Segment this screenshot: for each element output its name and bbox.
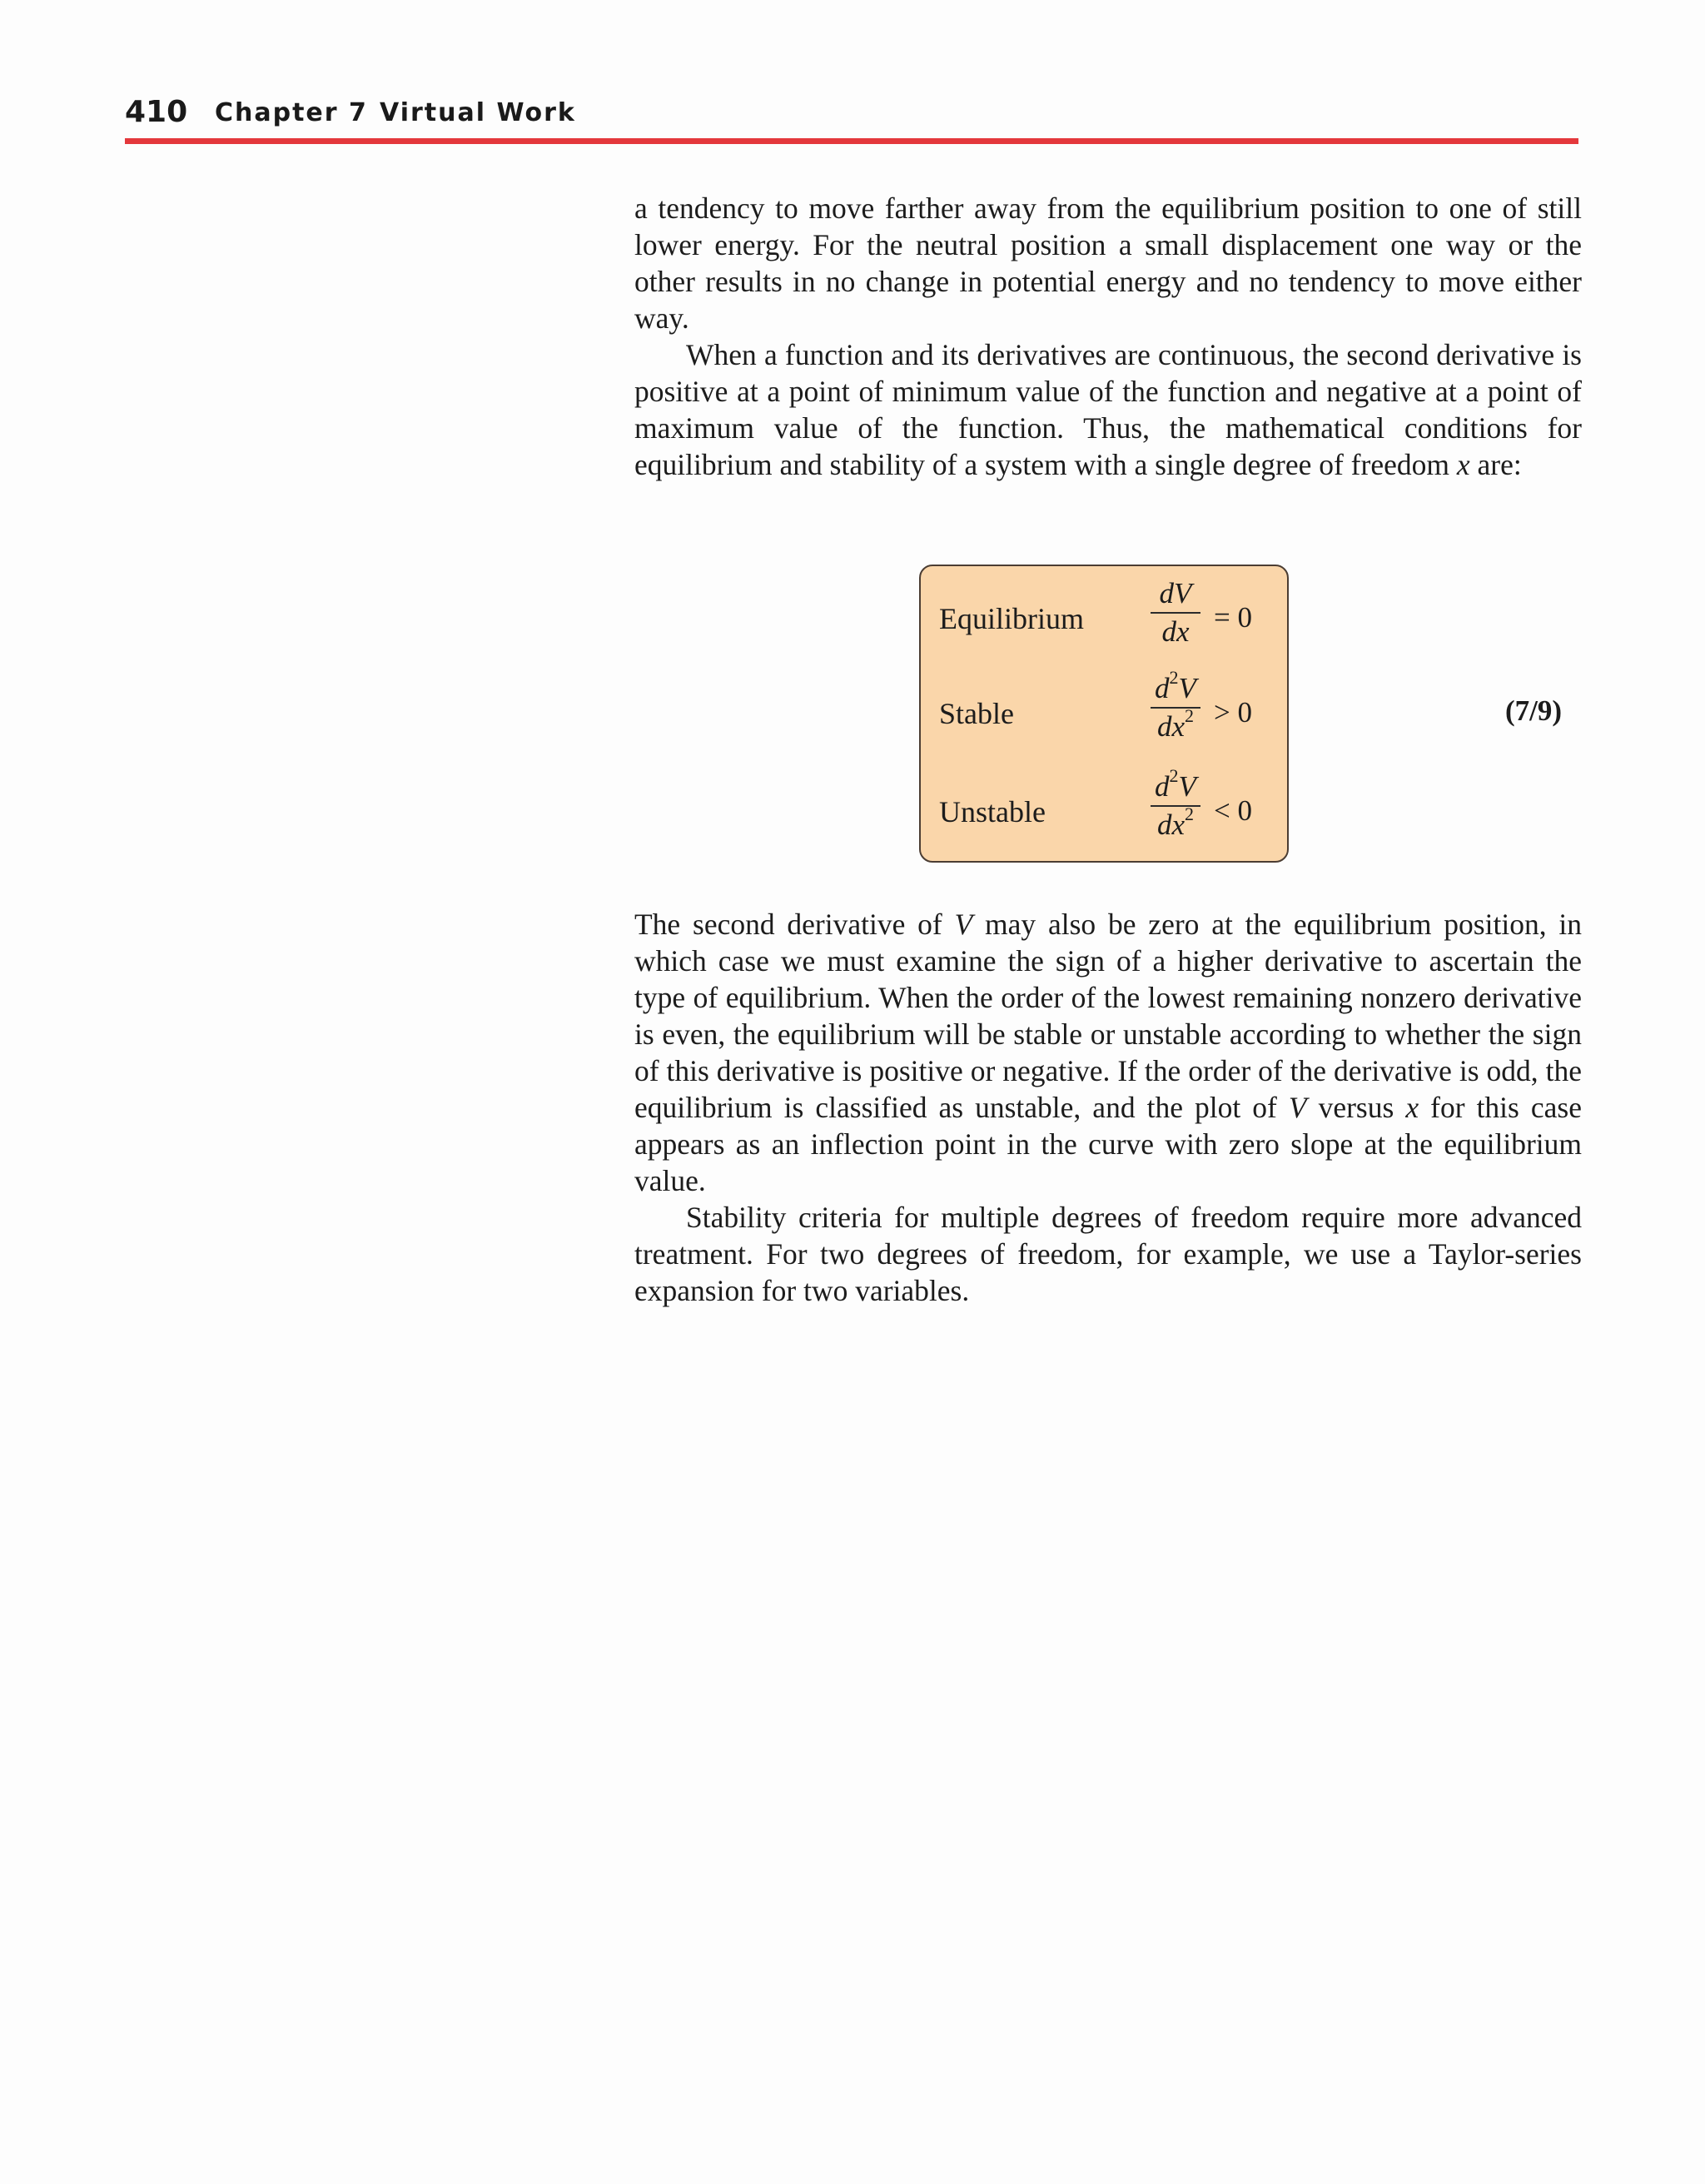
exponent: 2 — [1169, 765, 1179, 787]
paragraph-3-text: for this case appears as an inflection point in the curve with zero slope at the equilibrium value. — [634, 1091, 1582, 1197]
paragraph-2 — [634, 336, 1582, 483]
d-symbol: d — [1155, 770, 1170, 803]
d-symbol: d — [1155, 672, 1170, 704]
exponent: 2 — [1185, 803, 1195, 825]
text-block-bottom — [634, 906, 1582, 1309]
unstable-label: Unstable — [939, 795, 1046, 828]
paragraph-3-text: versus — [1306, 1091, 1406, 1124]
paragraph-2-end: are: — [1469, 448, 1522, 481]
equilibrium-relation: = 0 — [1214, 601, 1252, 634]
variable-v: V — [1288, 1091, 1307, 1124]
first-derivative-numerator: dV — [1159, 577, 1192, 609]
dx-symbol: dx — [1156, 808, 1186, 841]
equation-number: (7/9) — [1505, 694, 1563, 727]
paragraph-3 — [634, 906, 1582, 1199]
unstable-relation: < 0 — [1214, 794, 1252, 827]
paragraph-2-text: When a function and its derivatives are continuous, the second derivative is positive at a point of minimum value of the function and negative at a point of maximum value of the function. Thus, the mathematical conditions for equilibrium and stability of a system with a single degree of freedom — [634, 338, 1582, 481]
equation-box — [919, 565, 1289, 863]
second-derivative-denominator — [1151, 705, 1200, 743]
chapter-label: Chapter 7 — [215, 98, 368, 127]
section-title: Virtual Work — [380, 98, 576, 127]
paragraph-4: Stability criteria for multiple degrees of freedom require more advanced treatment. For two degrees of freedom, for example, we use a Taylor-series expansion for two variables. — [634, 1201, 1582, 1307]
first-derivative-fraction — [1151, 578, 1200, 648]
paragraph-1: a tendency to move farther away from the equilibrium position to one of still lower energy. For the neutral position a small displacement one way or the other results in no change in potential energy and no tendency to move either way. — [634, 192, 1582, 335]
header-rule — [125, 138, 1578, 144]
v-symbol: V — [1178, 672, 1196, 704]
text-block-top — [634, 190, 1582, 483]
second-derivative-numerator — [1151, 667, 1200, 704]
exponent: 2 — [1169, 667, 1179, 689]
fraction-bar — [1151, 612, 1200, 614]
equation-row-equilibrium — [921, 578, 1287, 669]
dx-symbol: dx — [1156, 710, 1186, 743]
unstable-second-derivative — [1151, 765, 1200, 841]
equation-row-unstable — [921, 765, 1287, 863]
equation-row-stable — [921, 667, 1287, 764]
variable-x: x — [1456, 448, 1470, 481]
variable-v: V — [954, 908, 973, 941]
first-derivative-denominator: dx — [1161, 615, 1190, 648]
second-derivative-numerator — [1151, 765, 1200, 803]
stable-relation: > 0 — [1214, 696, 1252, 729]
page-number: 410 — [125, 95, 188, 129]
stable-second-derivative — [1151, 667, 1200, 743]
second-derivative-denominator — [1151, 803, 1200, 841]
page-header — [125, 97, 1578, 147]
exponent: 2 — [1185, 705, 1195, 727]
paragraph-3-text: may also be zero at the equilibrium position, in which case we must examine the sign of a higher derivative to ascertain the type of equilibrium. When the order of the lowest remaining nonzero derivative is even, the equilibrium will be stable or unstable according to whether the sign of this derivative is positive or negative. If the order of the derivative is odd, the equilibrium is classified as unstable, and the plot of — [634, 908, 1583, 1124]
equilibrium-label: Equilibrium — [939, 602, 1084, 635]
v-symbol: V — [1178, 770, 1196, 803]
paragraph-3-text: The second derivative of — [634, 908, 955, 941]
variable-x: x — [1405, 1091, 1419, 1124]
stable-label: Stable — [939, 697, 1014, 730]
